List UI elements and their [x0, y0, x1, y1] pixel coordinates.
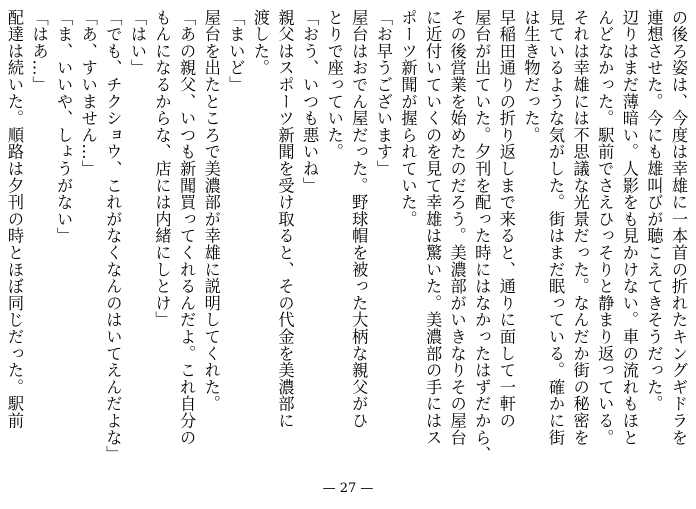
text-line: 屋台が出ていた。夕刊を配った時にはなかったはずだから、: [472, 9, 492, 463]
text-line: の後ろ姿は、今度は幸雄に一本首の折れたキングギドラを: [669, 9, 688, 446]
text-line: 見ているような気がした。街はまだ眠っている。確かに街: [546, 9, 566, 446]
text-line: ポーツ新聞が握られていた。: [398, 9, 418, 228]
page-number: — 27 —: [322, 481, 374, 496]
vertical-text-column: [0, 9, 690, 469]
text-line: 「はあ…」: [29, 9, 49, 93]
text-line: 「おう、いつも悪いね」: [300, 9, 320, 194]
text-line: 「でも、チクショウ、これがなくなんのはいてえんだよな」: [103, 9, 123, 463]
text-line: に近付いていくのを見て幸雄は驚いた。美濃部の手にはス: [423, 9, 443, 446]
text-line: それは幸雄には不思議な光景だった。なんだか街の秘密を: [570, 9, 590, 446]
text-line: 屋台を出たところで美濃部が幸雄に説明してくれた。: [201, 9, 221, 413]
text-line: とりで座っていた。: [324, 9, 344, 161]
text-line: 「まいど」: [226, 9, 246, 93]
text-line: 親父はスポーツ新聞を受け取ると、その代金を美濃部に: [275, 9, 295, 429]
text-line: 連想させた。今にも雄叫びが聴こえてきそうだった。: [644, 9, 664, 413]
text-line: んどなかった。駅前でさえひっそりと静まり返っている。: [595, 9, 615, 446]
text-line: 「はい」: [127, 9, 147, 77]
text-line: 屋台はおでん屋だった。野球帽を被った大柄な親父がひ: [349, 9, 369, 429]
text-line: 早稲田通りの折り返しまで来ると、通りに面して一軒の: [496, 9, 516, 429]
text-line: 「あの親父、いつも新聞買ってくれるんだよ。これ自分の: [177, 9, 197, 446]
text-line: 「ま、いいや、しょうがない」: [54, 9, 74, 245]
text-line: もんになるからな、店には内緒にしとけ」: [152, 9, 172, 329]
text-line: 「あ、すいません…」: [78, 9, 98, 177]
text-line: その後営業を始めたのだろう。美濃部がいきなりその屋台: [447, 9, 467, 446]
text-line: 渡した。: [250, 9, 270, 77]
text-line: 辺りはまだ薄暗い。人影をも見かけない。車の流れもほと: [619, 9, 639, 446]
text-line: は生き物だった。: [521, 9, 541, 144]
text-line: 「お早うございます」: [373, 9, 393, 177]
text-line: 配達は続いた。順路は夕刊の時とほぼ同じだった。駅前: [4, 9, 24, 429]
